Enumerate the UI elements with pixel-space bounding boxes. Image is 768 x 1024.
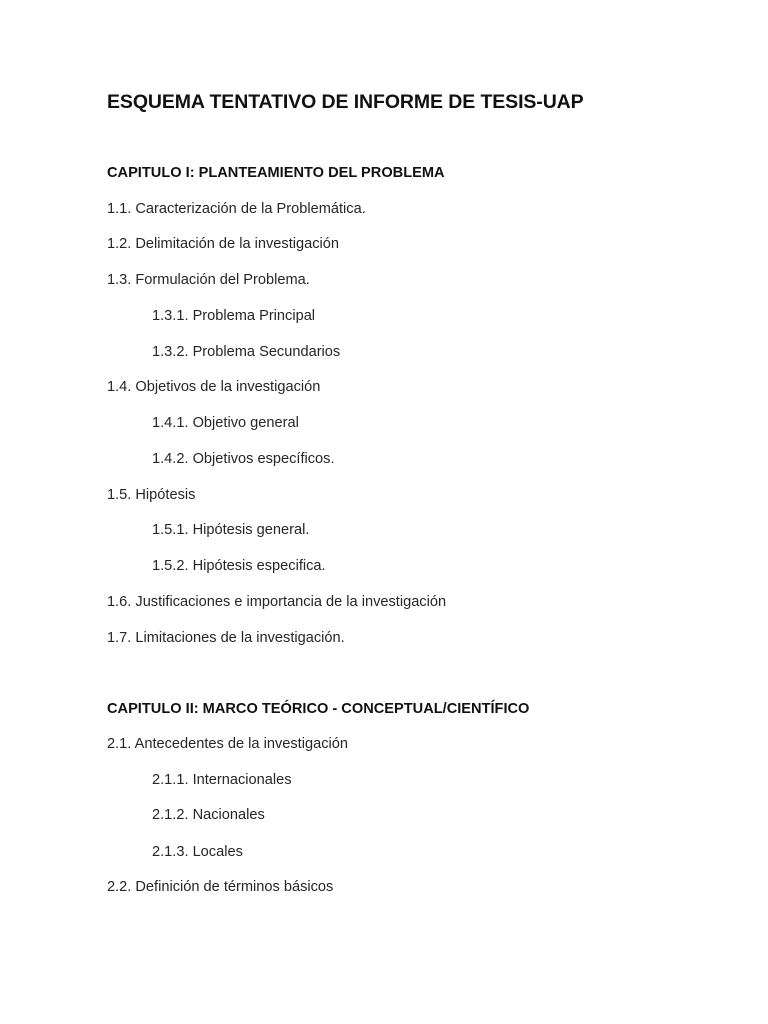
outline-item-2-1-1: 2.1.1. Internacionales — [152, 772, 292, 788]
outline-item-1-2: 1.2. Delimitación de la investigación — [107, 236, 340, 252]
document-title: ESQUEMA TENTATIVO DE INFORME DE TESIS-UAP — [107, 91, 584, 113]
outline-item-1-4-1: 1.4.1. Objetivo general — [152, 415, 299, 431]
outline-item-1-3: 1.3. Formulación del Problema. — [107, 272, 310, 288]
outline-item-1-1: 1.1. Caracterización de la Problemática. — [107, 201, 366, 217]
outline-item-1-5-1: 1.5.1. Hipótesis general. — [152, 522, 310, 538]
chapter-2-heading: CAPITULO II: MARCO TEÓRICO - CONCEPTUAL/CIENTÍFICO — [107, 701, 530, 717]
outline-item-1-5-2: 1.5.2. Hipótesis especifica. — [152, 558, 326, 574]
outline-item-1-6: 1.6. Justificaciones e importancia de la investigación — [107, 594, 447, 610]
outline-item-1-4-2: 1.4.2. Objetivos específicos. — [152, 451, 335, 467]
outline-item-2-1: 2.1. Antecedentes de la investigación — [107, 736, 348, 752]
outline-item-2-2: 2.2. Definición de términos básicos — [107, 879, 334, 895]
chapter-1-heading: CAPITULO I: PLANTEAMIENTO DEL PROBLEMA — [107, 165, 445, 181]
outline-item-1-5: 1.5. Hipótesis — [107, 487, 196, 503]
outline-item-2-1-3: 2.1.3. Locales — [152, 844, 243, 860]
outline-item-2-1-2: 2.1.2. Nacionales — [152, 807, 265, 823]
outline-item-1-3-1: 1.3.1. Problema Principal — [152, 308, 316, 324]
outline-item-1-4: 1.4. Objetivos de la investigación — [107, 379, 321, 395]
outline-item-1-7: 1.7. Limitaciones de la investigación. — [107, 630, 345, 646]
outline-item-1-3-2: 1.3.2. Problema Secundarios — [152, 344, 341, 360]
